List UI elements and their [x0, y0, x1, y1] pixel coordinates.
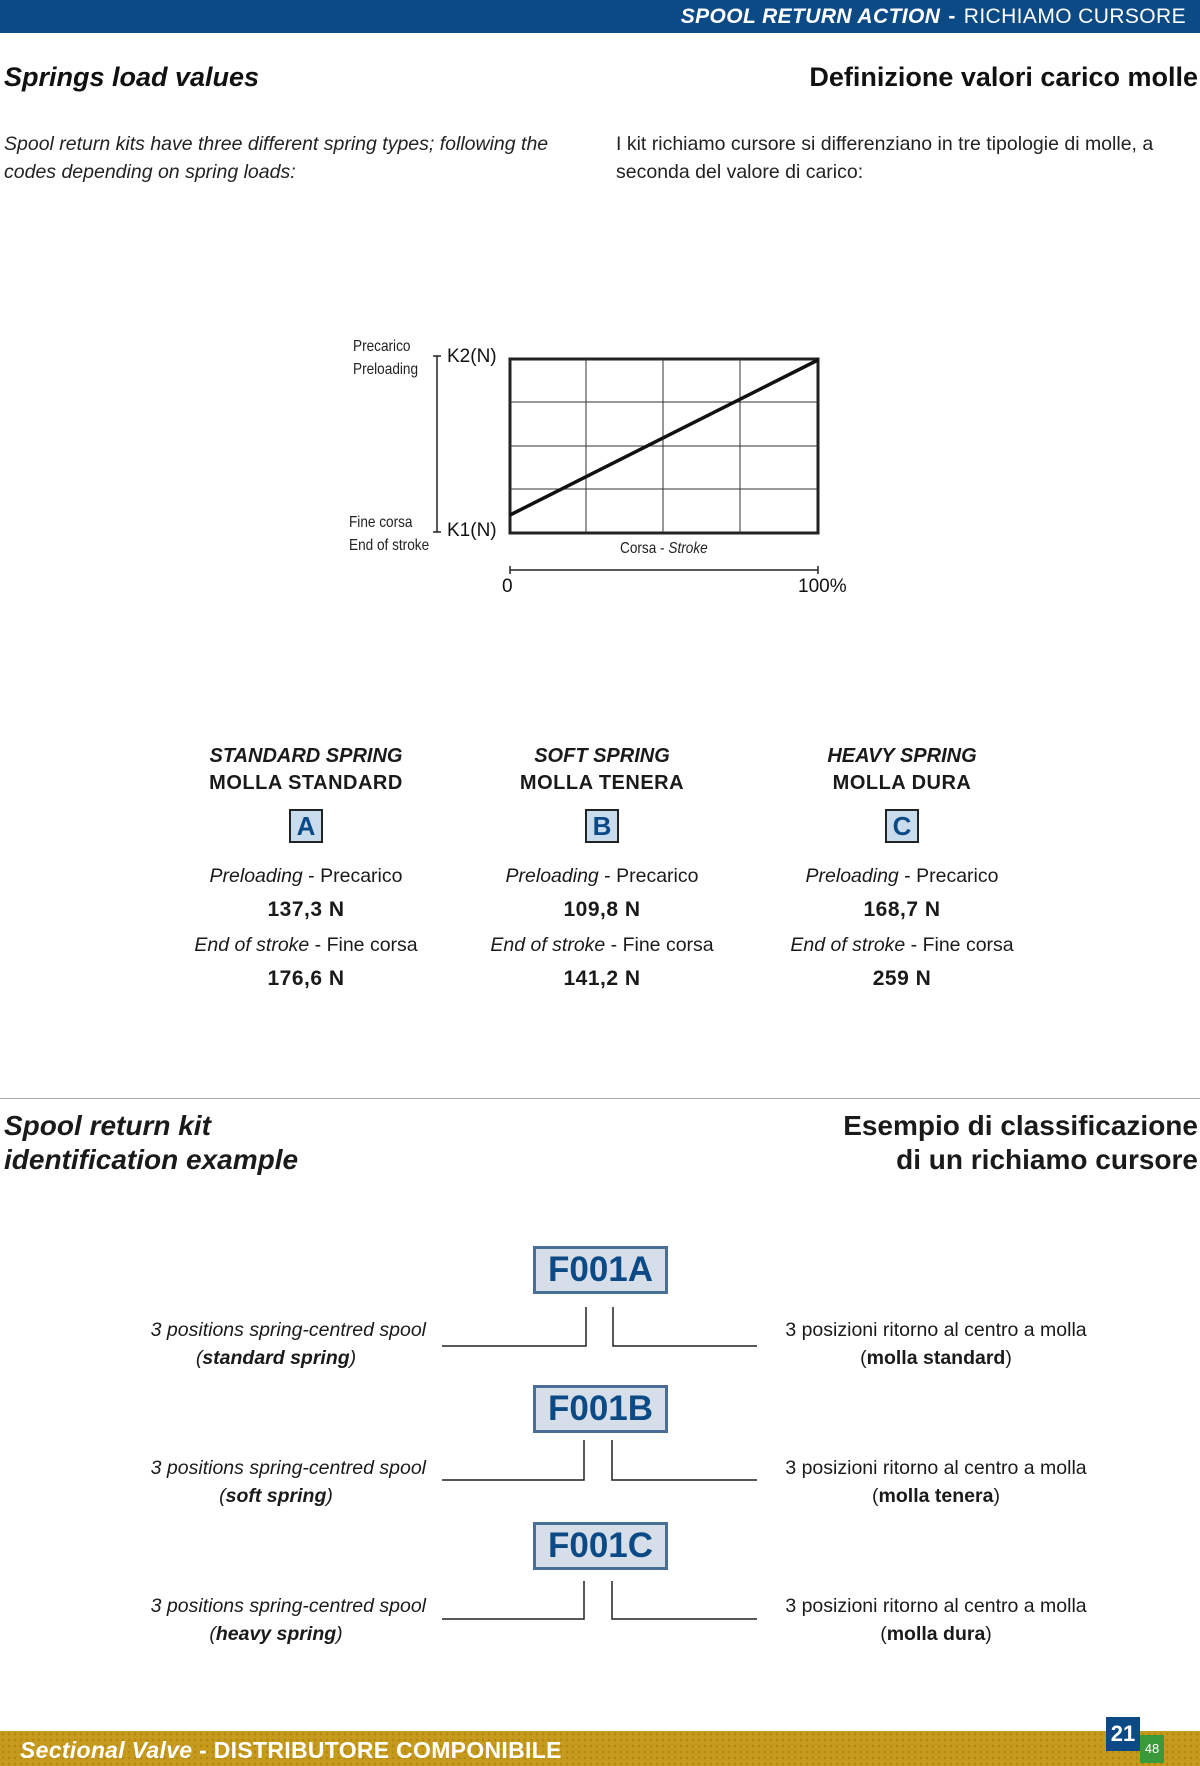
section2-heading-en-line1: Spool return kit — [4, 1110, 211, 1141]
x-axis-start: 0 — [502, 576, 513, 597]
kit-desc-en-line: 3 positions spring-centred spool — [150, 1457, 426, 1479]
end-label-it-text: - Fine corsa — [309, 934, 418, 956]
kit-spring-it: (molla dura) — [880, 1623, 992, 1645]
kit-spring-en: (standard spring) — [195, 1347, 357, 1369]
k1-label: K1(N) — [447, 520, 497, 541]
preload-label-en-text: Preloading — [209, 865, 303, 887]
kit-code-box: F001B — [533, 1385, 668, 1433]
spring-code-badge: B — [585, 809, 619, 843]
kit-desc-it-line: 3 posizioni ritorno al centro a molla — [785, 1457, 1087, 1479]
end-stroke-label-it: Fine corsa — [349, 514, 413, 531]
end-value: 141,2 N — [563, 967, 641, 990]
kit-spring-it: (molla standard) — [860, 1347, 1012, 1369]
spring-name-it: MOLLA DURA — [832, 772, 972, 794]
kit-desc-it — [746, 1316, 1126, 1372]
kit-desc-en-line: 3 positions spring-centred spool — [150, 1319, 426, 1341]
kit-desc-en-line: 3 positions spring-centred spool — [150, 1595, 426, 1617]
end-label-it-text: - Fine corsa — [905, 934, 1014, 956]
kit-spring-en: (soft spring) — [219, 1485, 333, 1507]
spring-name-it: MOLLA TENERA — [519, 772, 685, 794]
kit-desc-en — [86, 1454, 426, 1510]
x-axis-end: 100% — [798, 576, 847, 597]
kit-spring-it: (molla tenera) — [872, 1485, 1000, 1507]
preload-value: 137,3 N — [267, 898, 345, 921]
kit-code-box: F001C — [533, 1522, 668, 1570]
header-title-it: RICHIAMO CURSORE — [963, 4, 1186, 28]
section1-heading-en: Springs load values — [4, 62, 260, 92]
section1-intro-it: I kit richiamo cursore si differenziano in tre tipologie di molle, a seconda del valore di carico: — [616, 133, 1154, 183]
preload-value: 109,8 N — [563, 898, 641, 921]
section1-heading-it: Definizione valori carico molle — [809, 62, 1198, 92]
footer-title-en: Sectional Valve — [20, 1737, 193, 1763]
preload-label-en-text: Preloading — [805, 865, 899, 887]
kit-spring-en-text: standard spring — [202, 1347, 350, 1369]
kit-desc-en — [86, 1592, 426, 1648]
header-separator: - — [948, 4, 956, 28]
kit-spring-it-text: molla dura — [886, 1623, 986, 1645]
footer-title-it: DISTRIBUTORE COMPONIBILE — [213, 1737, 562, 1763]
kit-desc-it — [746, 1454, 1126, 1510]
spring-code-badge: A — [289, 809, 323, 843]
preload-label-en: Preloading — [353, 361, 419, 378]
section2-heading-en-line2: identification example — [4, 1144, 299, 1175]
kit-spring-en-text: heavy spring — [215, 1623, 337, 1645]
section1-intro-en: Spool return kits have three different spring types; following the codes depending on spring loads: — [4, 133, 549, 183]
end-label-en-text: End of stroke — [490, 934, 606, 956]
end-label-en-text: End of stroke — [790, 934, 906, 956]
preload-label-en-text: Preloading — [505, 865, 599, 887]
spring-name-it: MOLLA STANDARD — [209, 772, 403, 794]
preload-label-it-text: - Precarico — [598, 865, 699, 887]
end-label-en-text: End of stroke — [194, 934, 310, 956]
kit-spring-en-text: soft spring — [225, 1485, 327, 1507]
preload-label-it-text: - Precarico — [302, 865, 403, 887]
end-label-it-text: - Fine corsa — [605, 934, 714, 956]
spring-name-en: STANDARD SPRING — [209, 745, 403, 767]
stroke-label-en: Stroke — [668, 540, 708, 557]
end-value: 259 N — [872, 967, 932, 990]
spring-name-en: SOFT SPRING — [534, 745, 670, 767]
kit-desc-it-line: 3 posizioni ritorno al centro a molla — [785, 1319, 1087, 1341]
preload-label-it-text: - Precarico — [898, 865, 999, 887]
section2-heading-it-line2: di un richiamo cursore — [896, 1144, 1198, 1175]
kit-desc-en — [86, 1316, 426, 1372]
k2-label: K2(N) — [447, 346, 497, 367]
kit-spring-it-text: molla standard — [866, 1347, 1006, 1369]
stroke-label-it: Corsa - — [620, 540, 669, 557]
kit-code-box: F001A — [533, 1246, 668, 1294]
end-value: 176,6 N — [267, 967, 345, 990]
preload-value: 168,7 N — [863, 898, 941, 921]
end-stroke-label-en: End of stroke — [349, 537, 430, 554]
kit-desc-it-line: 3 posizioni ritorno al centro a molla — [785, 1595, 1087, 1617]
footer-separator: - — [192, 1737, 214, 1763]
spring-name-en: HEAVY SPRING — [827, 745, 977, 767]
kit-desc-it — [746, 1592, 1126, 1648]
kit-spring-en: (heavy spring) — [209, 1623, 343, 1645]
section2-heading-it-line1: Esempio di classificazione — [843, 1110, 1198, 1141]
page-number: 21 — [1106, 1717, 1140, 1751]
preload-label-it: Precarico — [353, 338, 411, 355]
page-sub-number: 48 — [1140, 1735, 1164, 1763]
kit-spring-it-text: molla tenera — [878, 1485, 994, 1507]
spring-code-badge: C — [885, 809, 919, 843]
footer-title — [20, 1737, 562, 1764]
header-title-en: SPOOL RETURN ACTION — [680, 4, 941, 28]
